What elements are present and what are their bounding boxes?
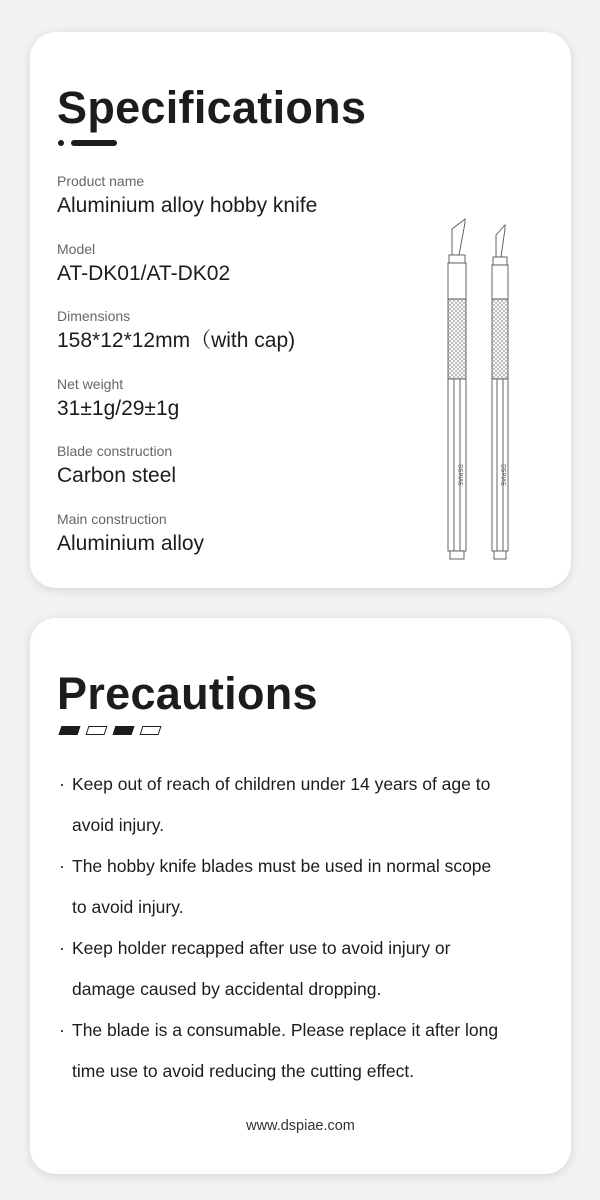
spec-label: Net weight — [57, 375, 124, 392]
spec-label: Dimensions — [57, 308, 131, 325]
knife-1 — [448, 219, 466, 559]
list-item — [57, 1010, 557, 1092]
list-item-line: damage caused by accidental dropping. — [72, 979, 382, 999]
spec-label: Main construction — [57, 510, 167, 527]
bullet-marker: · — [59, 774, 65, 794]
list-item-line: avoid injury. — [72, 815, 165, 835]
bullet-marker: · — [59, 938, 65, 958]
specifications-card — [30, 32, 571, 588]
list-item — [57, 846, 557, 928]
spec-value: Carbon steel — [57, 464, 177, 488]
list-item-line: The blade is a consumable. Please replace it after long — [72, 1020, 499, 1040]
precautions-list — [57, 764, 557, 1092]
list-item-line: The hobby knife blades must be used in normal scope — [72, 856, 492, 876]
spec-blade-construction — [57, 442, 387, 510]
precautions-title: Precautions — [57, 668, 318, 719]
knife-1-brand: DSPIAE — [456, 464, 464, 486]
list-item — [57, 928, 557, 1010]
spec-label: Model — [57, 240, 96, 257]
spec-main-construction — [57, 510, 387, 578]
spec-value: 158*12*12mm（with cap) — [57, 329, 296, 353]
precautions-card — [30, 618, 571, 1174]
spec-value: AT-DK01/AT-DK02 — [57, 261, 231, 285]
spec-label: Blade construction — [57, 443, 173, 460]
list-item — [57, 764, 557, 846]
spec-value: Aluminium alloy — [57, 531, 205, 555]
list-item-line: to avoid injury. — [72, 897, 184, 917]
spec-list — [57, 172, 387, 578]
list-item-line: time use to avoid reducing the cutting effect. — [72, 1061, 415, 1081]
list-item-line: Keep out of reach of children under 14 years of age to — [72, 774, 491, 794]
knife-2 — [492, 225, 508, 559]
knife-2-brand: DSPIAE — [499, 464, 507, 486]
bullet-marker: · — [59, 1020, 65, 1040]
website-link[interactable]: www.dspiae.com — [246, 1118, 355, 1134]
spec-dimensions — [57, 307, 387, 375]
list-item-line: Keep holder recapped after use to avoid injury or — [72, 938, 451, 958]
spec-label: Product name — [57, 173, 145, 189]
spec-value: Aluminium alloy hobby knife — [57, 194, 318, 217]
spec-model — [57, 240, 387, 308]
hobby-knife-illustration — [410, 217, 510, 567]
spec-value: 31±1g/29±1g — [57, 396, 180, 420]
spec-net-weight — [57, 375, 387, 443]
spec-product-name — [57, 172, 387, 240]
specifications-title: Specifications — [57, 82, 367, 133]
bullet-marker: · — [59, 856, 65, 876]
